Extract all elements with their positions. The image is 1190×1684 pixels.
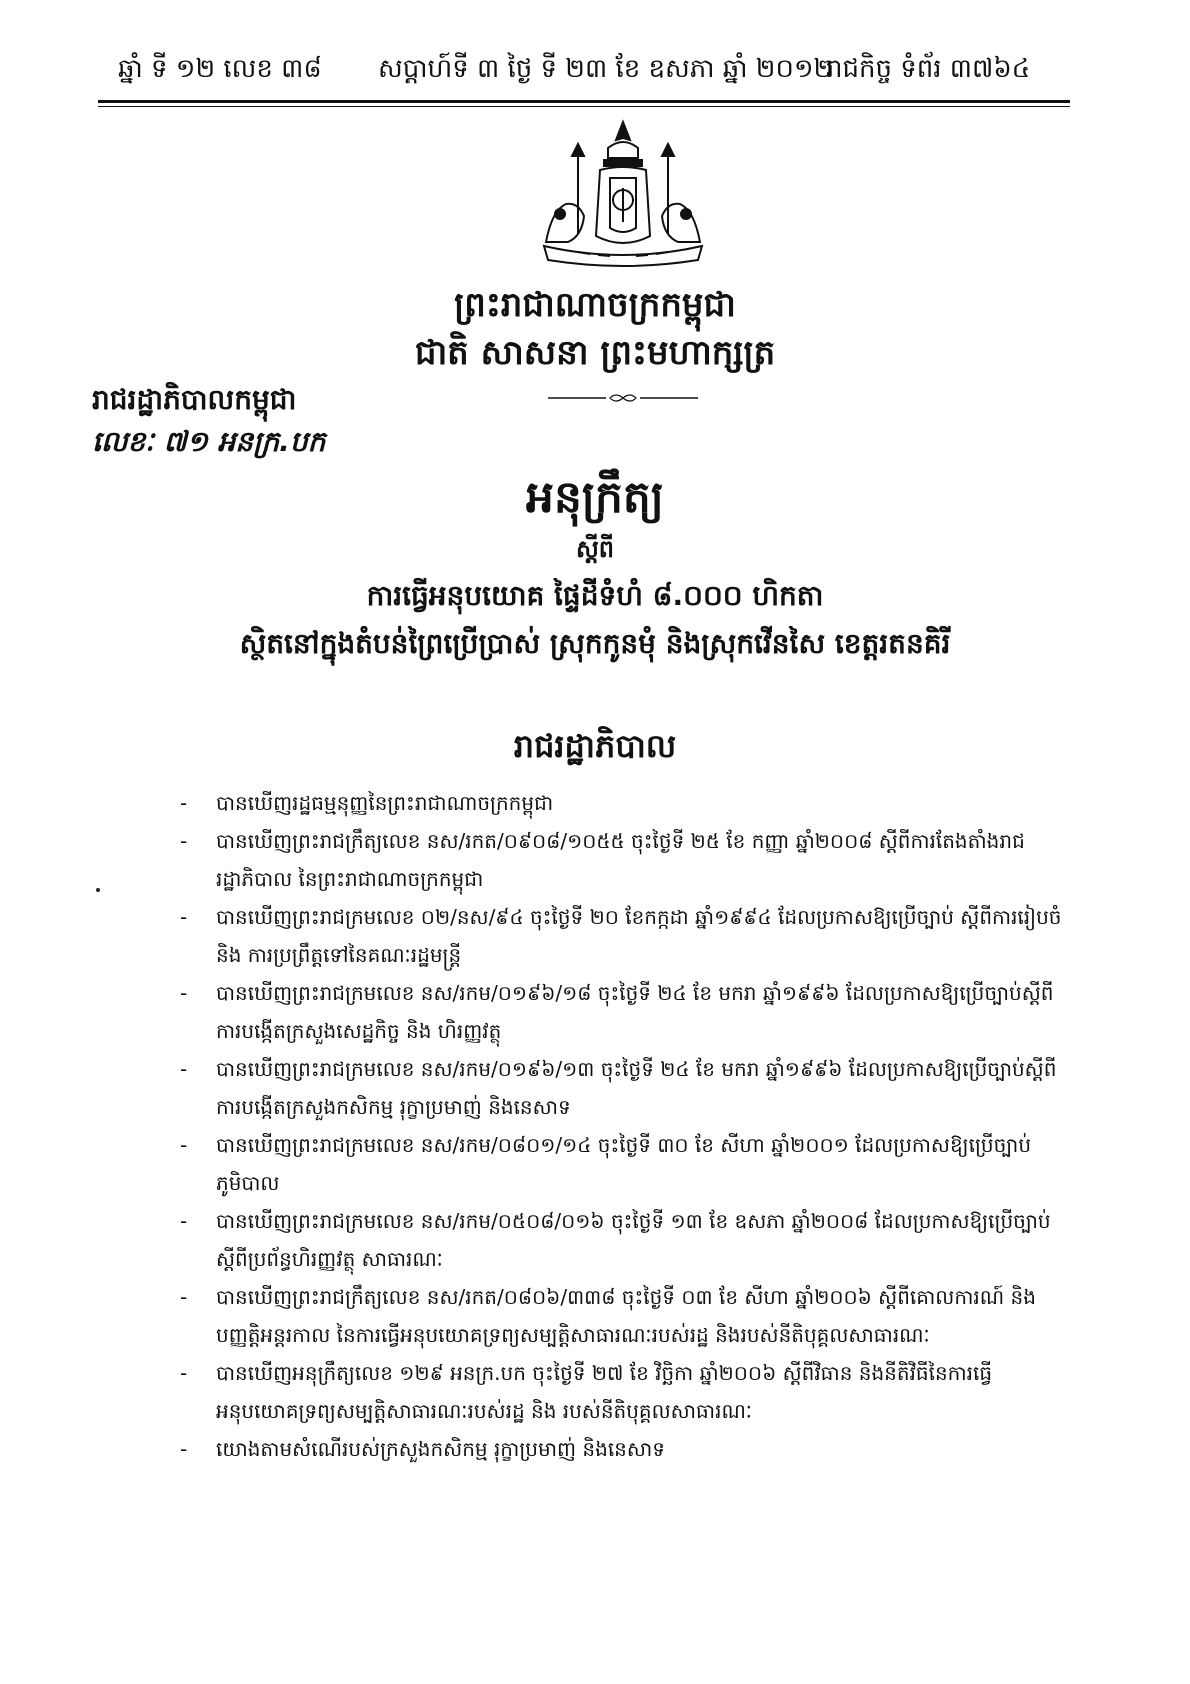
list-item: - បានឃើញព្រះរាជក្រមលេខ នស/រកម/០៥០៨/០១៦ ចុះថ្ងៃទី ១៣ ខែ ឧសភា ឆ្នាំ២០០៨ ដែលប្រកាសឱ្យប្រើច្បាប់ស្តីពីប្រព័ន្ធហិរញ្ញវត្ថុ សាធារណៈ: [180, 1209, 1051, 1271]
list-item-text: បានឃើញព្រះរាជក្រមលេខ នស/រកម/០១៩៦/១៨ ចុះថ្ងៃទី ២៤ ខែ មករា ឆ្នាំ១៩៩៦ ដែលប្រកាសឱ្យប្រើច្បាប់ស្តីពីការបង្កើតក្រសួងសេដ្ឋកិច្ច និង ហិរញ្ញវត្ថុ: [216, 981, 1054, 1043]
ornamental-divider-icon: [548, 392, 698, 404]
list-item-text: យោងតាមសំណើរបស់ក្រសួងកសិកម្ម រុក្ខាប្រមាញ់ និងនេសាទ: [216, 1437, 665, 1461]
list-item: - បានឃើញព្រះរាជក្រមលេខ នស/រកម/០១៩៦/១៨ ចុះថ្ងៃទី ២៤ ខែ មករា ឆ្នាំ១៩៩៦ ដែលប្រកាសឱ្យប្រើច្បាប់ស្តីពីការបង្កើតក្រសួងសេដ្ឋកិច្ច និង ហិរញ្ញវត្ថុ: [180, 981, 1054, 1043]
header-rule-thin: [98, 106, 1070, 107]
subject-line-1: ការធ្វើអនុបយោគ ផ្ទៃដីទំហំ ៨.០០០ ហិកតា: [366, 579, 824, 612]
list-item-text: បានឃើញអនុក្រឹត្យលេខ ១២៩ អនក្រ.បក ចុះថ្ងៃទី ២៧ ខែ វិច្ឆិកា ឆ្នាំ២០០៦ ស្តីពីវិធាន និងនីតិវិធីនៃការធ្វើអនុបយោគទ្រព្យសម្បត្តិសាធារណៈរបស់រដ្ឋ និង របស់នីតិបុគ្គលសាធារណៈ: [216, 1361, 993, 1423]
list-item-text: បានឃើញព្រះរាជក្រមលេខ ០២/នស/៩៤ ចុះថ្ងៃទី ២០ ខែកក្កដា ឆ្នាំ១៩៩៤ ដែលប្រកាសឱ្យប្រើច្បាប់ ស្តីពីការរៀបចំ និង ការប្រព្រឹត្តទៅនៃគណៈរដ្ឋមន្ត្រី: [216, 905, 1062, 967]
list-item: - បានឃើញព្រះរាជក្រឹត្យលេខ នស/រកត/០៩០៨/១០៥៥ ចុះថ្ងៃទី ២៥ ខែ កញ្ញា ឆ្នាំ២០០៨ ស្តីពីការតែងតាំងរាជរដ្ឋាភិបាល នៃព្រះរាជាណាចក្រកម្ពុជា: [180, 829, 1025, 891]
list-item: - បានឃើញព្រះរាជក្រមលេខ នស/រកម/០១៩៦/១៣ ចុះថ្ងៃទី ២៤ ខែ មករា ឆ្នាំ១៩៩៦ ដែលប្រកាសឱ្យប្រើច្បាប់ស្តីពីការបង្កើតក្រសួងកសិកម្ម រុក្ខាប្រមាញ់ និងនេសាទ: [180, 1057, 1057, 1119]
decree-number: លេខៈ ៧១ អនក្រ.បក: [92, 425, 326, 458]
header-date: សប្តាហ៍ទី ៣ ថ្ងៃ ទី ២៣ ខែ ឧសភា ឆ្នាំ ២០១២: [378, 54, 834, 84]
subject-label: ស្តីពី: [575, 535, 615, 563]
list-item: - បានឃើញព្រះរាជក្រមលេខ នស/រកម/០៨០១/១៤ ចុះថ្ងៃទី ៣០ ខែ សីហា ឆ្នាំ២០០១ ដែលប្រកាសឱ្យប្រើច្បាប់ភូមិបាល: [180, 1133, 1032, 1195]
list-item: - យោងតាមសំណើរបស់ក្រសួងកសិកម្ម រុក្ខាប្រមាញ់ និងនេសាទ: [180, 1437, 665, 1461]
royal-coat-of-arms-icon: [538, 118, 708, 268]
list-item-text: បានឃើញព្រះរាជក្រមលេខ នស/រកម/០១៩៦/១៣ ចុះថ្ងៃទី ២៤ ខែ មករា ឆ្នាំ១៩៩៦ ដែលប្រកាសឱ្យប្រើច្បាប់ស្តីពីការបង្កើតក្រសួងកសិកម្ម រុក្ខាប្រមាញ់ និងនេសាទ: [216, 1057, 1057, 1119]
list-item: - បានឃើញព្រះរាជក្រឹត្យលេខ នស/រកត/០៨០៦/៣៣៨ ចុះថ្ងៃទី ០៣ ខែ សីហា ឆ្នាំ២០០៦ ស្តីពីគោលការណ៍ និងបញ្ញត្តិអន្តរកាល នៃការធ្វើអនុបយោគទ្រព្យសម្បត្តិសាធារណៈរបស់រដ្ឋ និងរបស់នីតិបុគ្គលសាធារណៈ: [180, 1285, 1036, 1347]
subject-line-2: ស្ថិតនៅក្នុងតំបន់ព្រៃប្រើប្រាស់ ស្រុកកូនមុំ និងស្រុកវើនសៃ ខេត្តរតនគិរី: [239, 627, 951, 660]
list-item: - បានឃើញព្រះរាជក្រមលេខ ០២/នស/៩៤ ចុះថ្ងៃទី ២០ ខែកក្កដា ឆ្នាំ១៩៩៤ ដែលប្រកាសឱ្យប្រើច្បាប់ ស្តីពីការរៀបចំ និង ការប្រព្រឹត្តទៅនៃគណៈរដ្ឋមន្ត្រី: [180, 905, 1062, 967]
issuer-name: រាជរដ្ឋាភិបាលកម្ពុជា: [92, 383, 297, 416]
list-item-text: បានឃើញព្រះរាជក្រឹត្យលេខ នស/រកត/០៨០៦/៣៣៨ ចុះថ្ងៃទី ០៣ ខែ សីហា ឆ្នាំ២០០៦ ស្តីពីគោលការណ៍ និងបញ្ញត្តិអន្តរកាល នៃការធ្វើអនុបយោគទ្រព្យសម្បត្តិសាធារណៈរបស់រដ្ឋ និងរបស់នីតិបុគ្គលសាធារណៈ: [216, 1285, 1036, 1347]
kingdom-name: ព្រះរាជាណាចក្រកម្ពុជា: [454, 285, 736, 325]
scan-speck: [96, 888, 100, 892]
document-title: អនុក្រឹត្យ: [526, 472, 664, 523]
header-page-number: រាជកិច្ច ទំព័រ ៣៧៦៤: [826, 54, 1031, 84]
national-motto: ជាតិ សាសនា ព្រះមហាក្សត្រ: [414, 333, 776, 373]
list-item: - បានឃើញអនុក្រឹត្យលេខ ១២៩ អនក្រ.បក ចុះថ្ងៃទី ២៧ ខែ វិច្ឆិកា ឆ្នាំ២០០៦ ស្តីពីវិធាន និងនីតិវិធីនៃការធ្វើអនុបយោគទ្រព្យសម្បត្តិសាធារណៈរបស់រដ្ឋ និង របស់នីតិបុគ្គលសាធារណៈ: [180, 1361, 993, 1423]
list-item-text: បានឃើញព្រះរាជក្រមលេខ នស/រកម/០៥០៨/០១៦ ចុះថ្ងៃទី ១៣ ខែ ឧសភា ឆ្នាំ២០០៨ ដែលប្រកាសឱ្យប្រើច្បាប់ស្តីពីប្រព័ន្ធហិរញ្ញវត្ថុ សាធារណៈ: [216, 1209, 1051, 1271]
list-item-text: បានឃើញរដ្ឋធម្មនុញ្ញនៃព្រះរាជាណាចក្រកម្ពុជា: [216, 791, 554, 815]
list-item-text: បានឃើញព្រះរាជក្រមលេខ នស/រកម/០៨០១/១៤ ចុះថ្ងៃទី ៣០ ខែ សីហា ឆ្នាំ២០០១ ដែលប្រកាសឱ្យប្រើច្បាប់ភូមិបាល: [216, 1133, 1032, 1195]
list-item-text: បានឃើញព្រះរាជក្រឹត្យលេខ នស/រកត/០៩០៨/១០៥៥ ចុះថ្ងៃទី ២៥ ខែ កញ្ញា ឆ្នាំ២០០៨ ស្តីពីការតែងតាំងរាជរដ្ឋាភិបាល នៃព្រះរាជាណាចក្រកម្ពុជា: [216, 829, 1025, 891]
header-year-issue: ឆ្នាំ ទី ១២ លេខ ៣៨: [118, 54, 322, 84]
list-item: - បានឃើញរដ្ឋធម្មនុញ្ញនៃព្រះរាជាណាចក្រកម្ពុជា: [180, 791, 554, 815]
section-heading: រាជរដ្ឋាភិបាល: [513, 727, 677, 765]
preamble-list: [180, 784, 1070, 1468]
header-rule: [98, 100, 1070, 103]
